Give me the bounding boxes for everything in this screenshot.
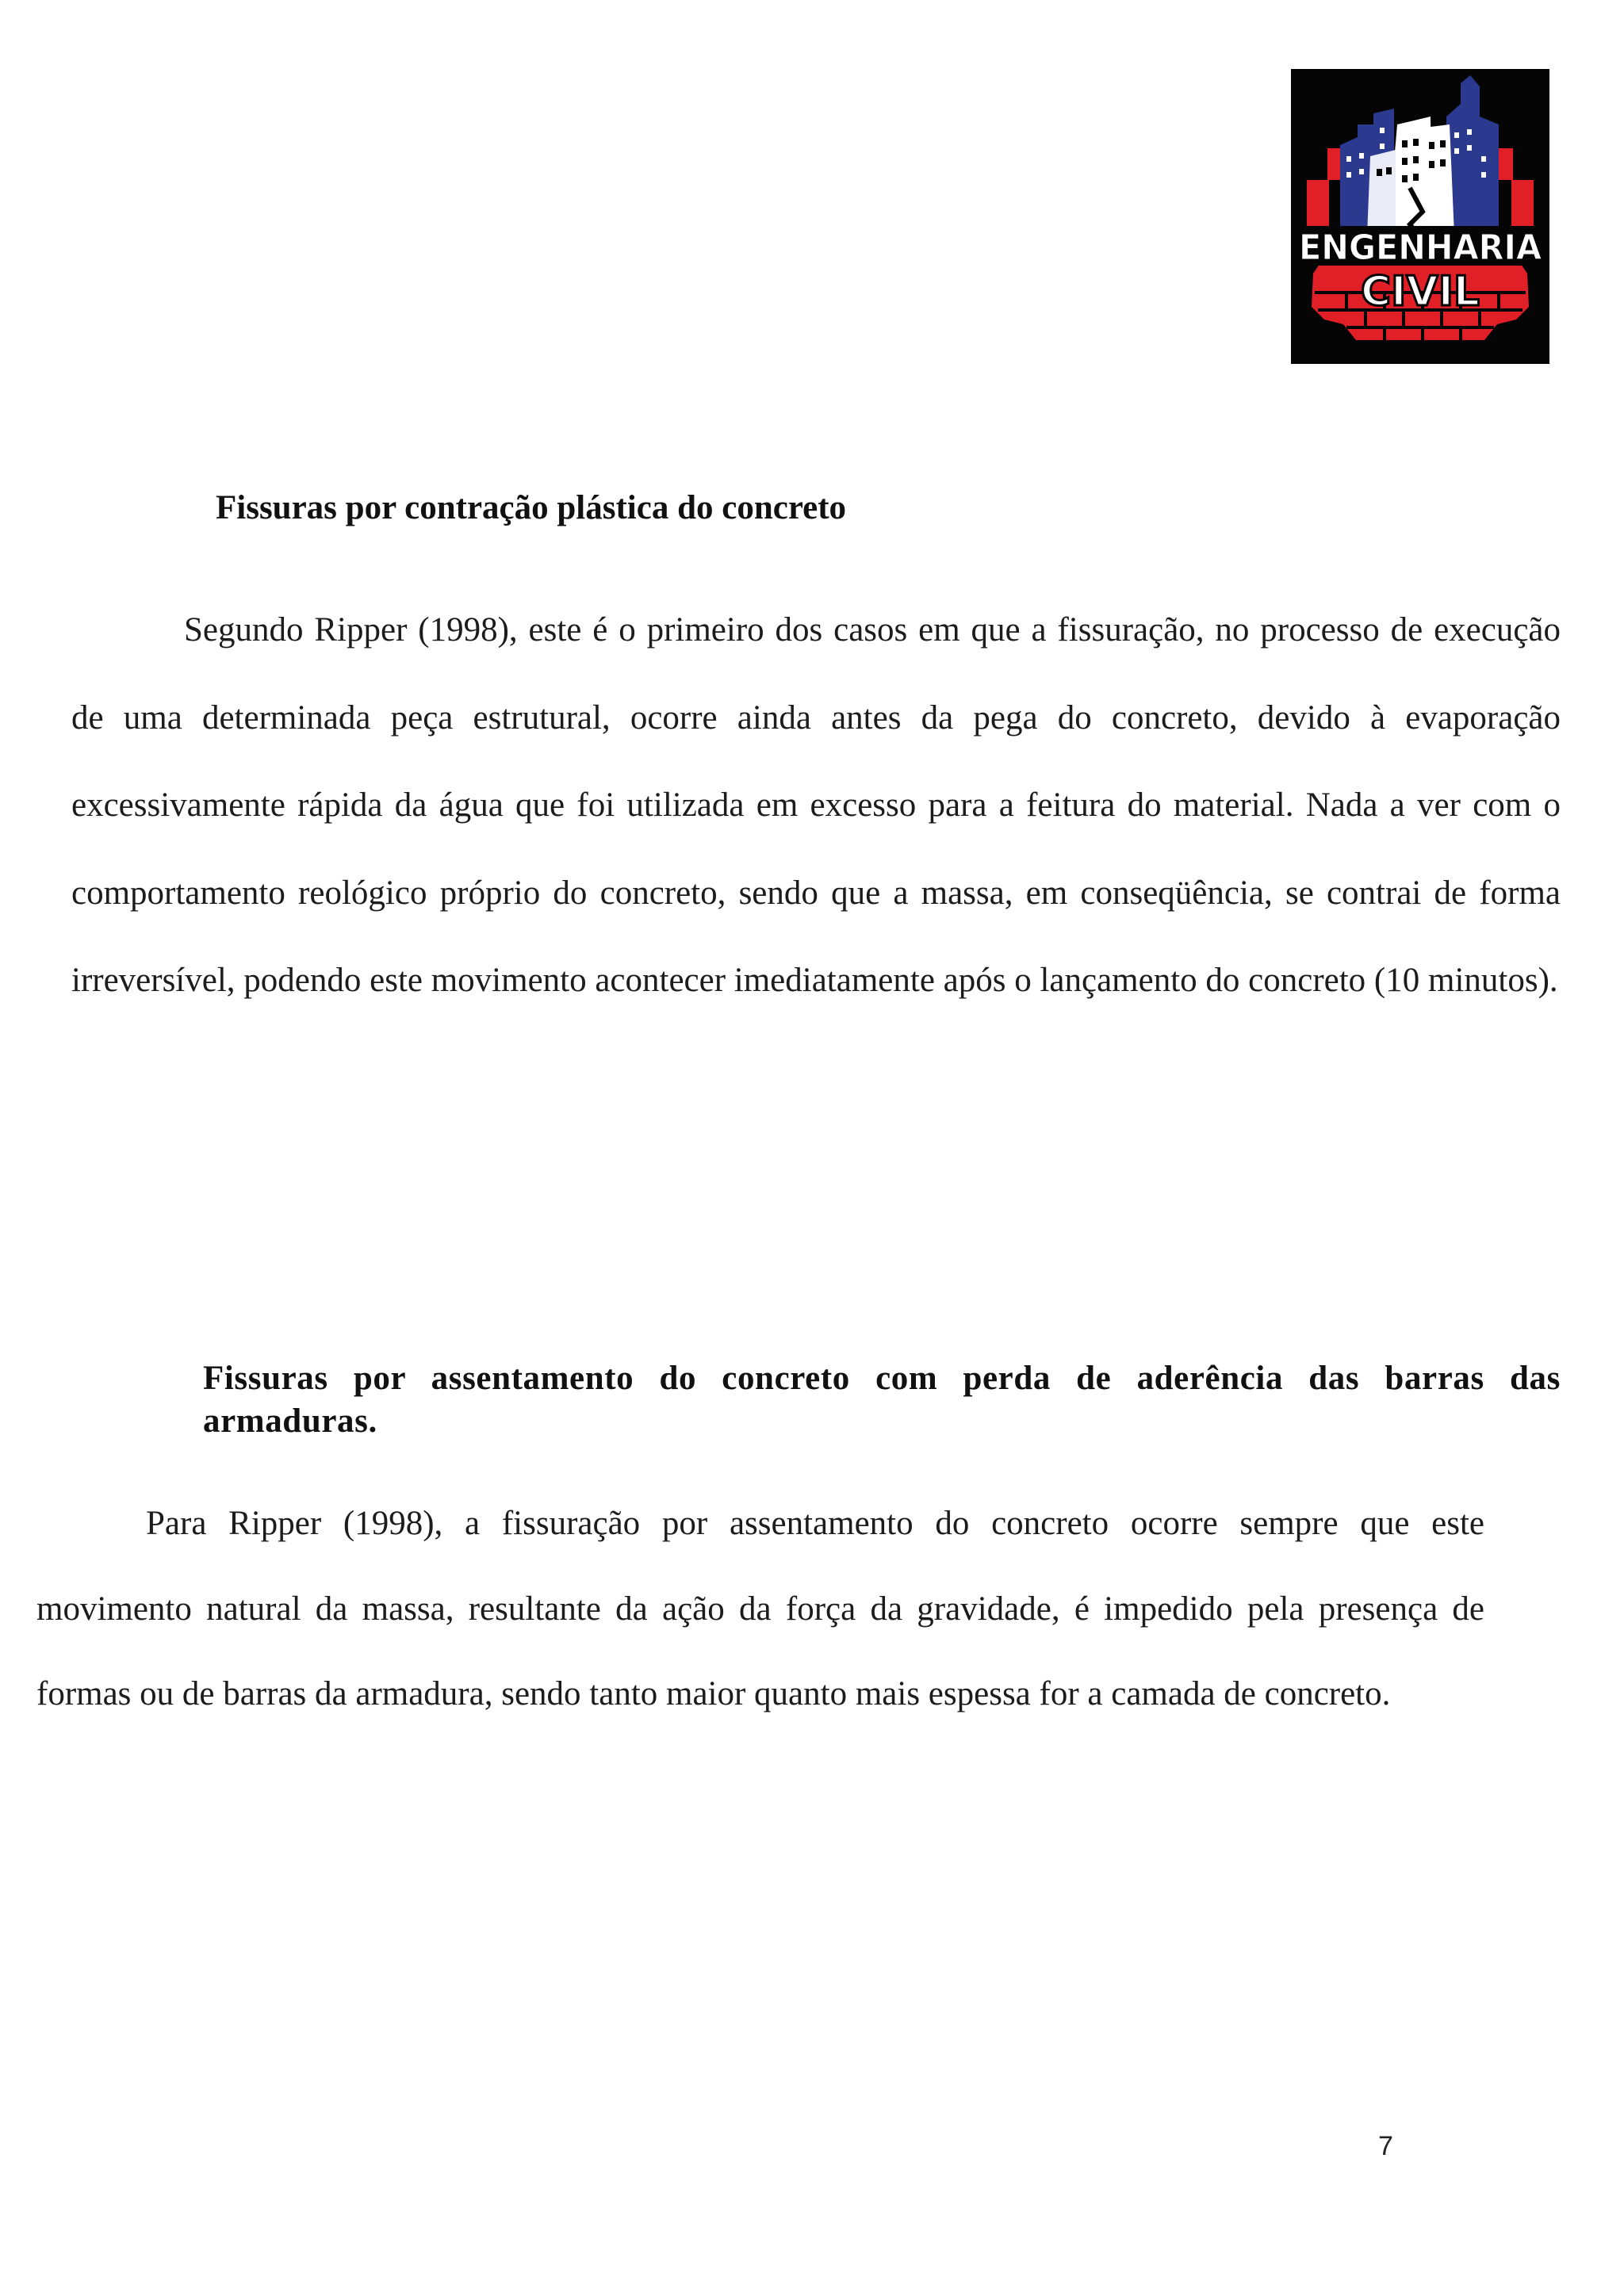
engenharia-civil-logo (1291, 69, 1549, 364)
logo-text-top: ENGENHARIA (1299, 228, 1542, 268)
section-paragraph-plastic-shrinkage: Segundo Ripper (1998), este é o primeiro dos casos em que a fissuração, no processo de execução de uma determinada peça estrutural, ocorre ainda antes da pega do concreto, devido à evaporação excessivamente rápida da água que foi utilizada em excesso para a feitura do material. Nada a ver com o comportamento reológico próprio do concreto, sendo que a massa, em conseqüência, se contrai de forma irreversível, podendo este movimento acontecer imediatamente após o lançamento do concreto (10 minutos). (71, 611, 1561, 999)
section-heading-plastic-shrinkage: Fissuras por contração plástica do concreto (216, 489, 847, 526)
logo-text-bottom: CIVIL (1361, 268, 1480, 316)
page-number: 7 (1378, 2131, 1393, 2161)
section-paragraph-settlement: Para Ripper (1998), a fissuração por assentamento do concreto ocorre sempre que este movimento natural da massa, resultante da ação da força da gravidade, é impedido pela presença de formas ou de barras da armadura, sendo tanto maior quanto mais espessa for a camada de concreto. (36, 1505, 1484, 1712)
logo-graphic (1291, 69, 1549, 364)
section-heading-settlement: Fissuras por assentamento do concreto com perda de aderência das barras das armaduras. (203, 1360, 1561, 1440)
